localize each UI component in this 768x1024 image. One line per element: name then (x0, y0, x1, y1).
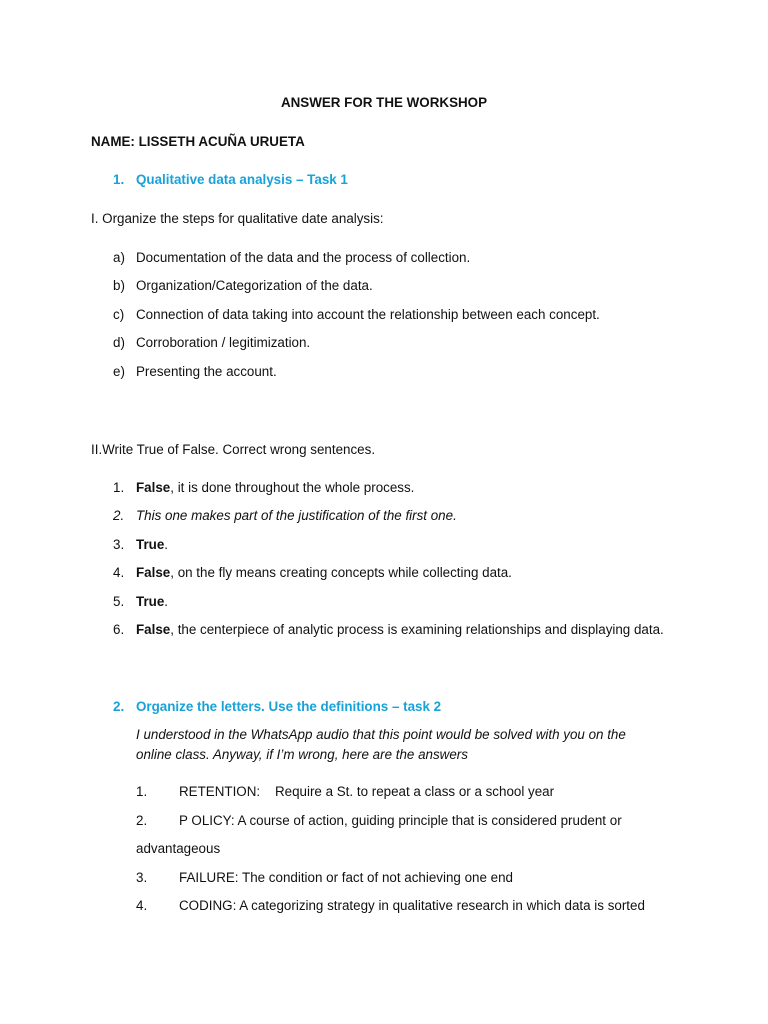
section2-number: 2. (113, 699, 125, 714)
answer-line (136, 536, 168, 554)
answer-text: , the centerpiece of analytic process is examining relationships and displaying data. (170, 622, 664, 637)
answer-number: 3. (113, 537, 125, 552)
answer-number: 5. (113, 594, 125, 609)
answer-line (136, 564, 512, 582)
answer-verdict: True (136, 537, 165, 552)
definition-text: CODING: A categorizing strategy in qualitative research in which data is sorted (179, 898, 645, 913)
answer-text: , it is done throughout the whole process. (170, 480, 415, 495)
definition-number: 3. (136, 870, 148, 885)
answer-text: . (164, 594, 169, 609)
section1-heading: Qualitative data analysis – Task 1 (136, 172, 348, 187)
answer-text: . (164, 537, 169, 552)
step-text: Organization/Categorization of the data. (136, 278, 373, 293)
step-text: Connection of data taking into account the relationship between each concept. (136, 307, 600, 322)
step-label: e) (113, 364, 125, 379)
definition-number: 4. (136, 898, 148, 913)
section1-number: 1. (113, 172, 125, 187)
section2-note-line1: I understood in the WhatsApp audio that this point would be solved with you on the (136, 727, 626, 742)
definition-continuation: advantageous (136, 841, 221, 856)
answer-number: 1. (113, 480, 125, 495)
answer-verdict: False (136, 622, 171, 637)
answer-line (136, 479, 414, 497)
definition-number: 2. (136, 813, 148, 828)
part2-prompt: II.Write True of False. Correct wrong sentences. (91, 442, 376, 457)
answer-verdict: False (136, 480, 171, 495)
document-title: ANSWER FOR THE WORKSHOP (280, 95, 488, 110)
answer-verdict: True (136, 594, 165, 609)
step-label: d) (113, 335, 125, 350)
answer-number: 2. (113, 508, 125, 523)
step-text: Corroboration / legitimization. (136, 335, 311, 350)
definition-text: FAILURE: The condition or fact of not achieving one end (179, 870, 513, 885)
definition-text: RETENTION: Require a St. to repeat a class or a school year (179, 784, 555, 799)
section2-note-line2: online class. Anyway, if I’m wrong, here are the answers (136, 747, 468, 762)
definition-text: P OLICY: A course of action, guiding principle that is considered prudent or (179, 813, 622, 828)
step-text: Presenting the account. (136, 364, 277, 379)
step-label: c) (113, 307, 125, 322)
definition-number: 1. (136, 784, 148, 799)
step-text: Documentation of the data and the process of collection. (136, 250, 471, 265)
answer-text: , on the fly means creating concepts while collecting data. (170, 565, 512, 580)
answer-line (136, 507, 457, 525)
answer-line (136, 621, 664, 639)
section2-heading: Organize the letters. Use the definitions – task 2 (136, 699, 442, 714)
answer-verdict: False (136, 565, 171, 580)
step-label: b) (113, 278, 125, 293)
part1-prompt: I. Organize the steps for qualitative date analysis: (91, 211, 384, 226)
answer-number: 6. (113, 622, 125, 637)
answer-line (136, 593, 168, 611)
student-name: NAME: LISSETH ACUÑA URUETA (91, 134, 305, 149)
answer-text: This one makes part of the justification of the first one. (136, 508, 457, 523)
answer-number: 4. (113, 565, 125, 580)
step-label: a) (113, 250, 125, 265)
